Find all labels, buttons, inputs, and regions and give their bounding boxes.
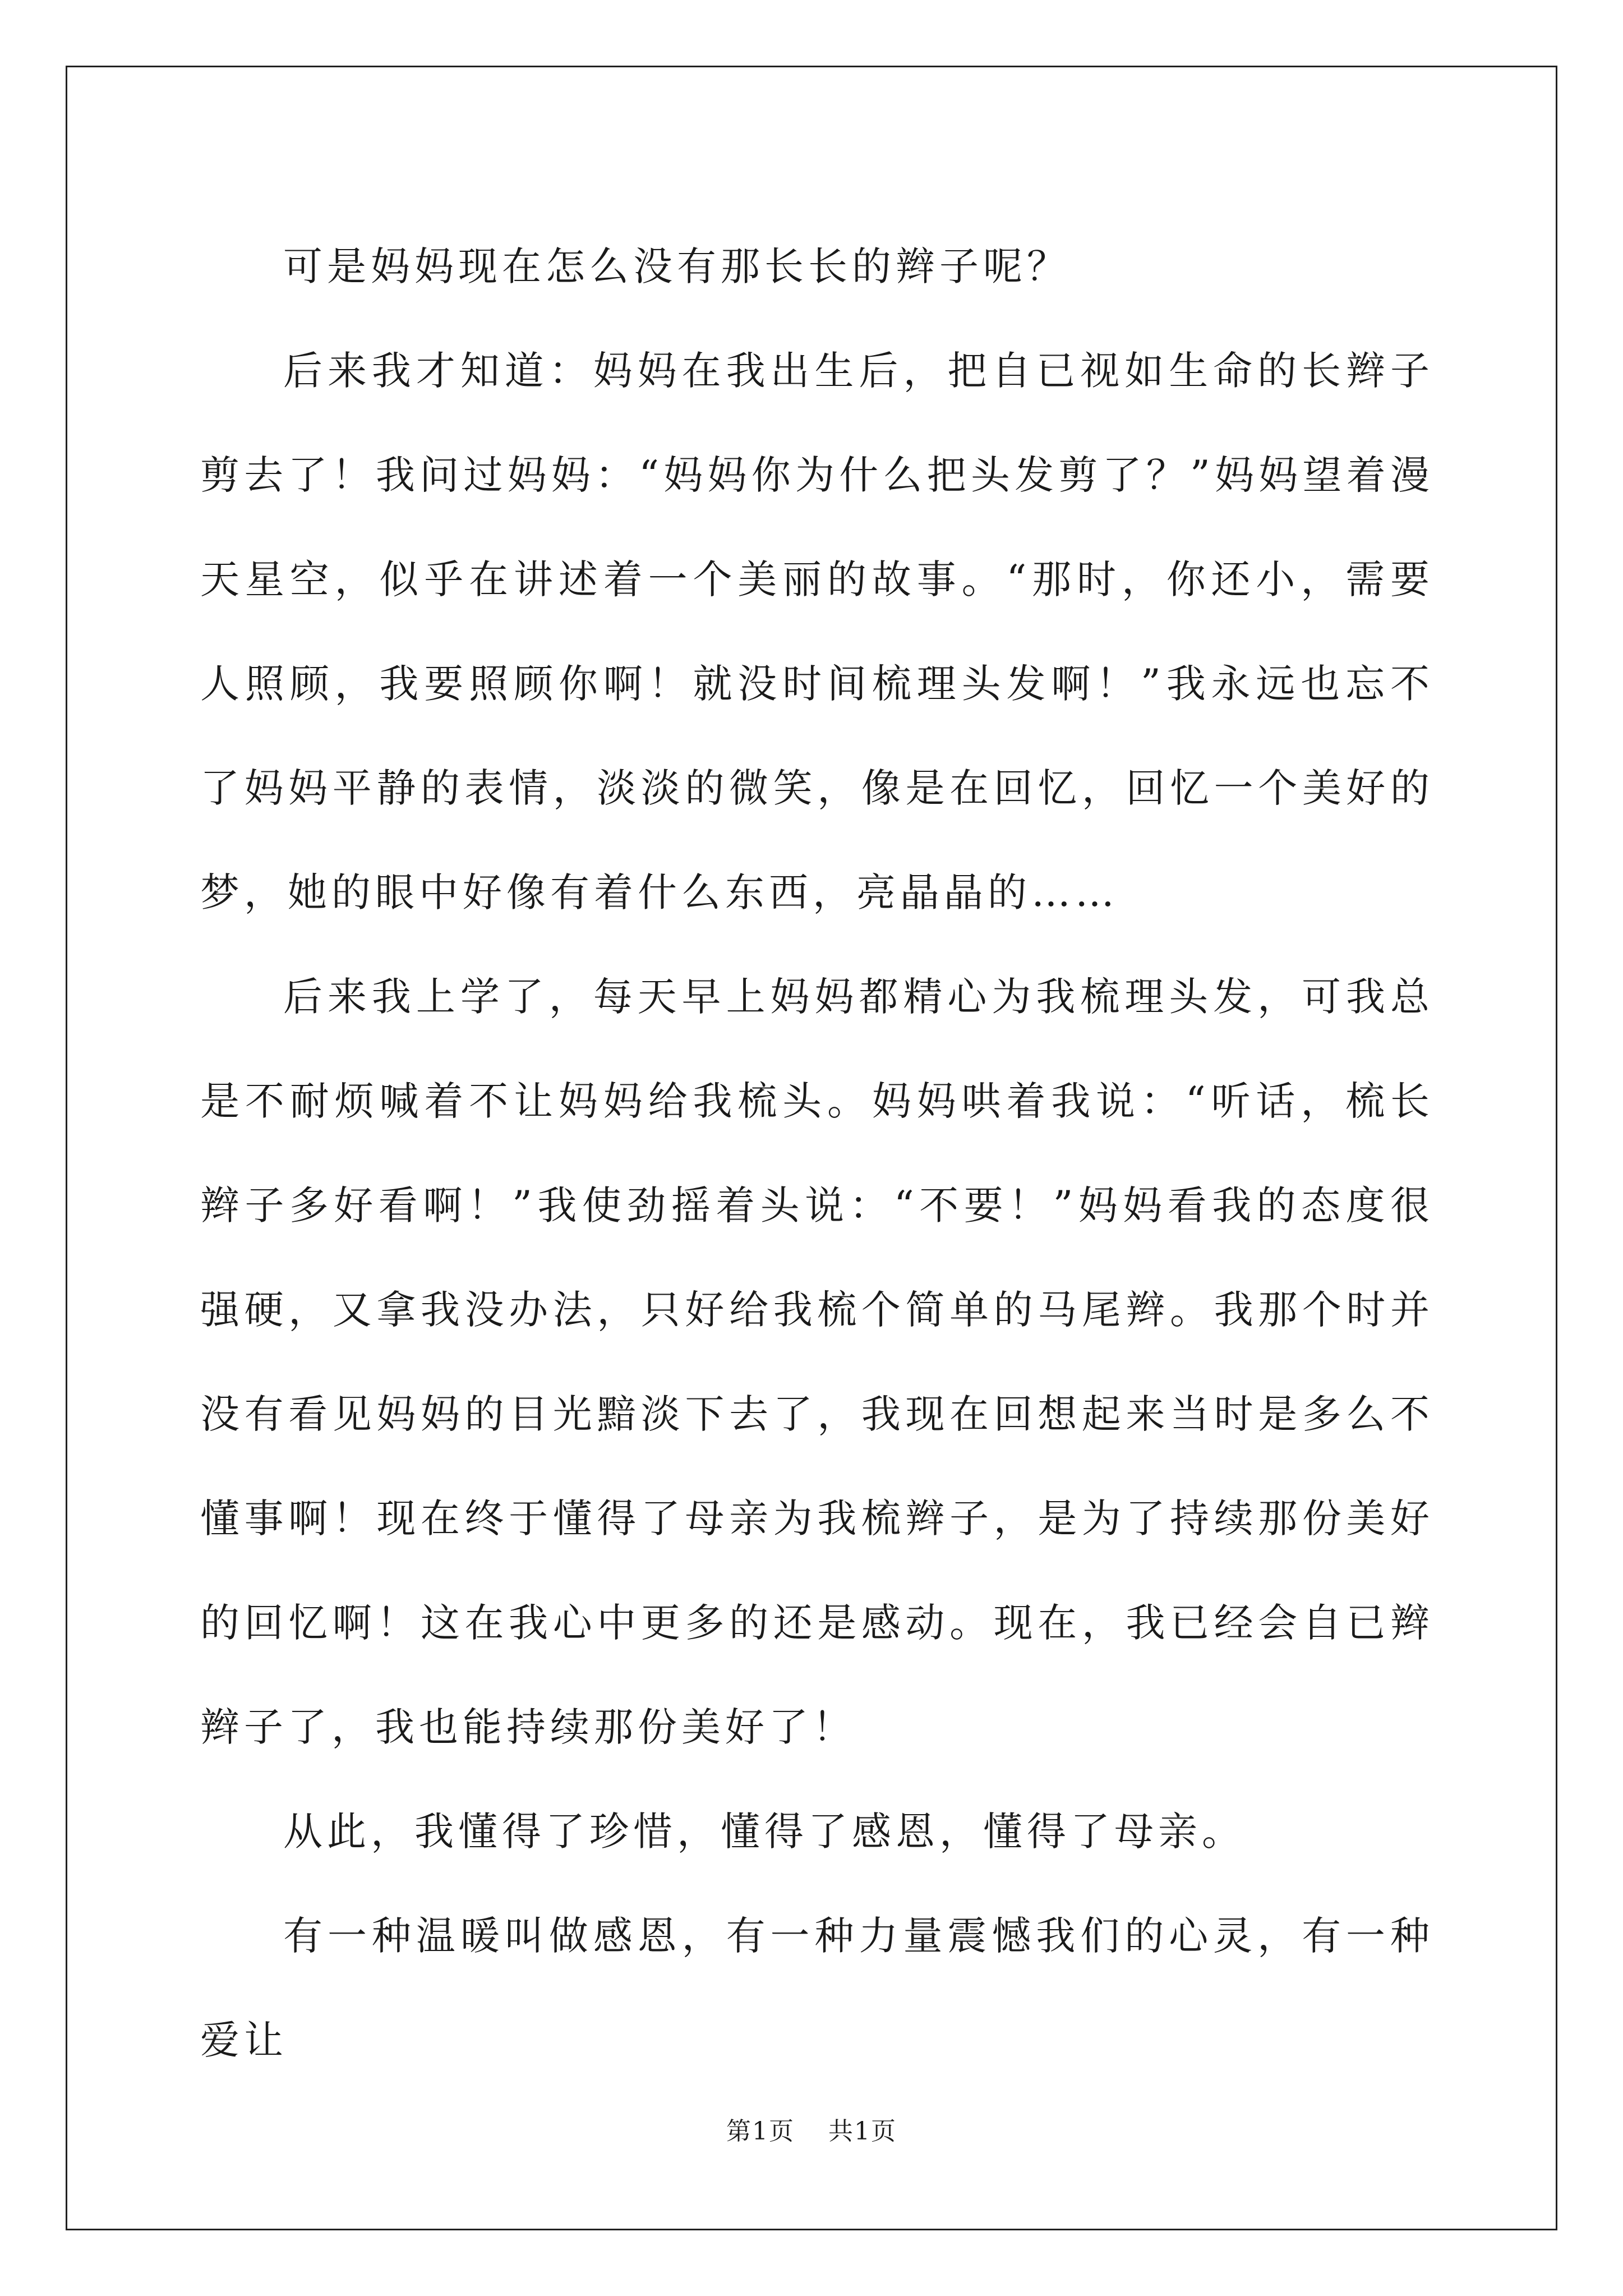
paragraph-3: 后来我上学了，每天早上妈妈都精心为我梳理头发，可我总是不耐烦喊着不让妈妈给我梳头。妈妈哄着我说：“听话，梳长辫子多好看啊！”我使劲摇着头说：“不要！”妈妈看我的态度很强硬，又拿我没办法，只好给我梳个简单的马尾辫。我那个时并没有看见妈妈的目光黯淡下去了，我现在回想起来当时是多么不懂事啊！现在终于懂得了母亲为我梳辫子，是为了持续那份美好的回忆啊！这在我心中更多的还是感动。现在，我已经会自已辫辫子了，我也能持续那份美好了！	[200, 974, 1434, 1750]
page-total: 共1页	[828, 2117, 897, 2146]
paragraph-2: 后来我才知道：妈妈在我出生后，把自已视如生命的长辫子剪去了！我问过妈妈：“妈妈你为什么把头发剪了？”妈妈望着漫天星空，似乎在讲述着一个美丽的故事。“那时，你还小，需要人照顾，我要照顾你啊！就没时间梳理头发啊！”我永远也忘不了妈妈平静的表情，淡淡的微笑，像是在回忆，回忆一个美好的梦，她的眼中好像有着什么东西，亮晶晶的……	[200, 348, 1434, 915]
page-number: 第1页	[726, 2117, 795, 2146]
paragraph-5: 有一种温暖叫做感恩，有一种力量震憾我们的心灵，有一种爱让	[200, 1913, 1434, 2063]
paragraph-4: 从此，我懂得了珍惜，懂得了感恩，懂得了母亲。	[283, 1809, 1246, 1855]
paragraph-1: 可是妈妈现在怎么没有那长长的辫子呢？	[283, 243, 1071, 289]
page-footer	[0, 2116, 1623, 2147]
document-body	[200, 214, 1434, 2092]
